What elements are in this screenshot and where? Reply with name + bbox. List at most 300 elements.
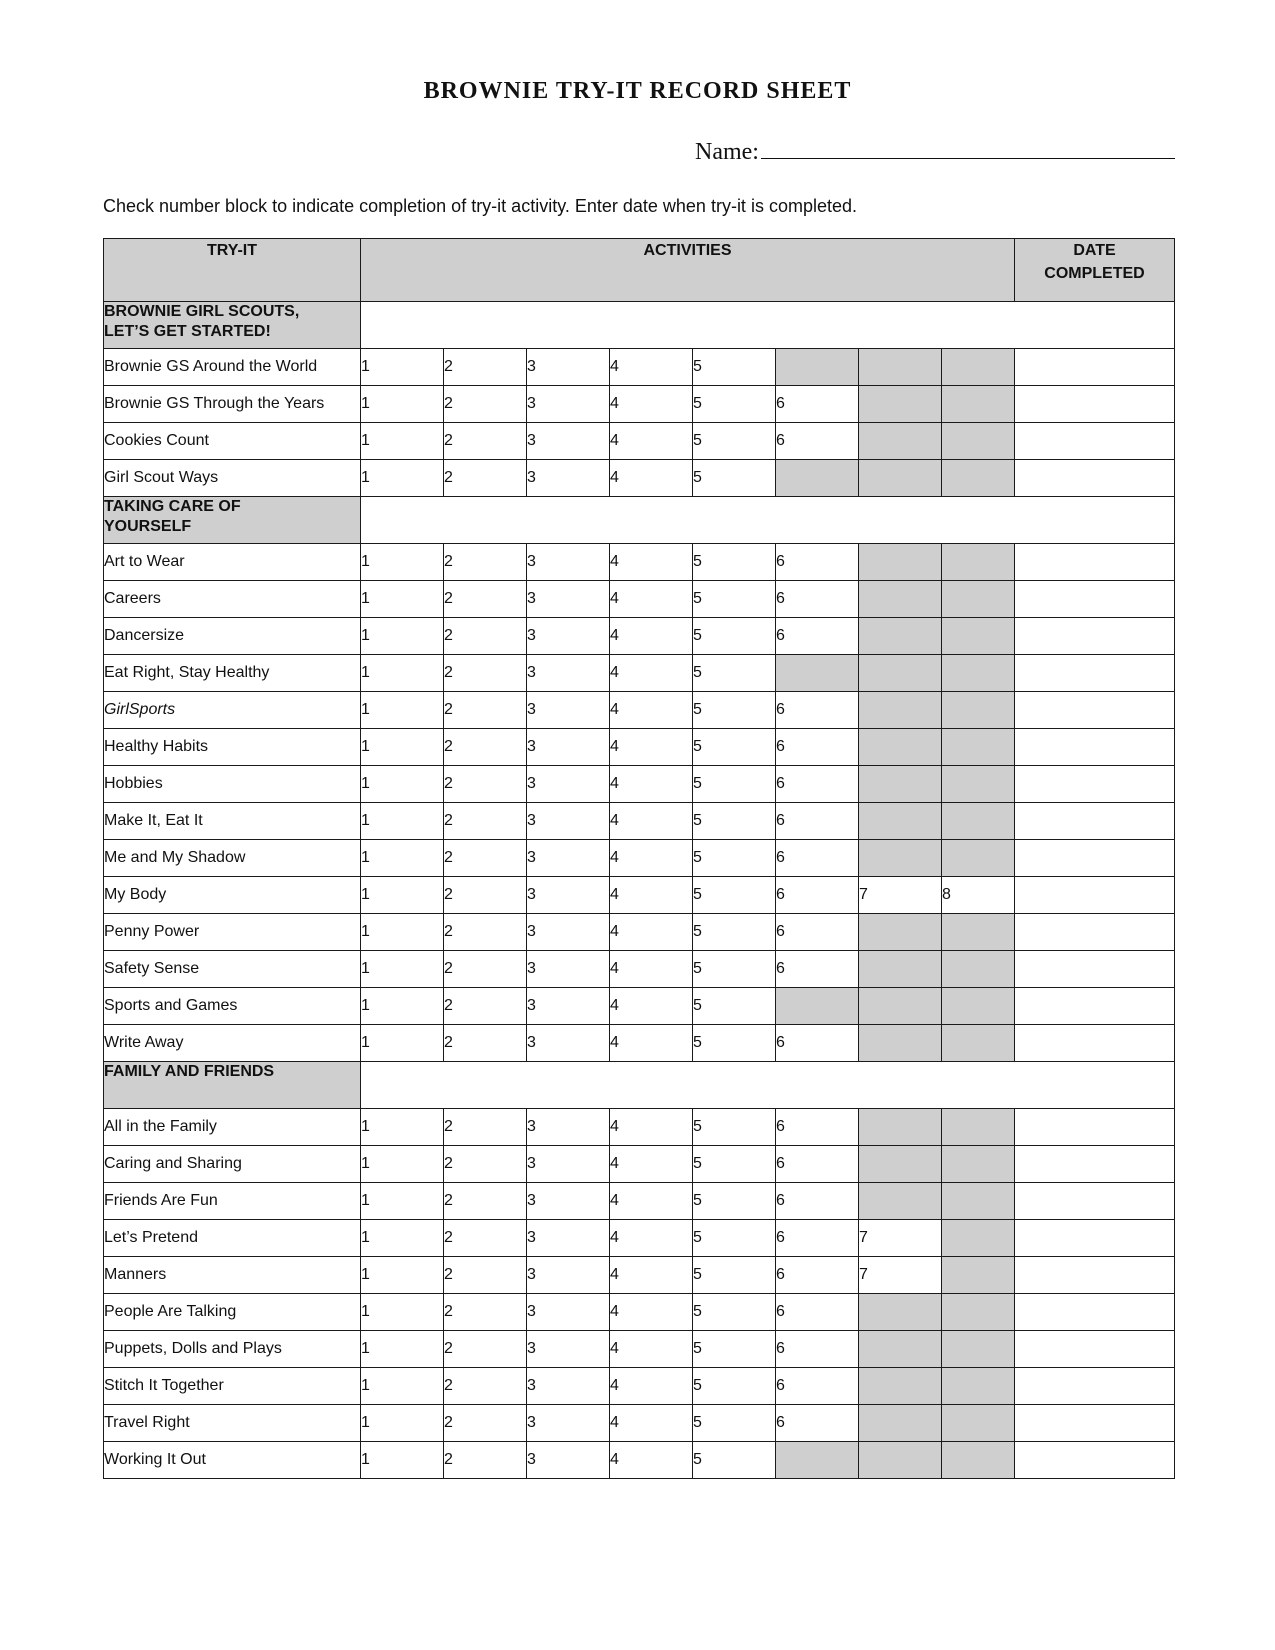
tryit-name: Friends Are Fun bbox=[104, 1183, 361, 1220]
date-header-line2: COMPLETED bbox=[1044, 265, 1145, 282]
activity-checkbox[interactable]: 4 bbox=[610, 1442, 693, 1479]
unavailable-activity-cell bbox=[859, 1368, 942, 1405]
activity-checkbox[interactable]: 4 bbox=[610, 1405, 693, 1442]
tryit-row bbox=[104, 1220, 1175, 1257]
unavailable-activity-cell bbox=[942, 1294, 1015, 1331]
date-completed-field[interactable] bbox=[1015, 544, 1175, 581]
activity-checkbox[interactable]: 1 bbox=[361, 655, 444, 692]
activity-checkbox[interactable]: 3 bbox=[527, 618, 610, 655]
activity-checkbox[interactable]: 3 bbox=[527, 988, 610, 1025]
tryit-row bbox=[104, 766, 1175, 803]
activity-checkbox[interactable]: 2 bbox=[444, 1109, 527, 1146]
date-completed-field[interactable] bbox=[1015, 1183, 1175, 1220]
activity-checkbox[interactable]: 3 bbox=[527, 1405, 610, 1442]
activity-checkbox[interactable]: 3 bbox=[527, 1442, 610, 1479]
section-title-line: YOURSELF bbox=[104, 518, 192, 535]
activity-checkbox[interactable]: 6 bbox=[776, 1183, 859, 1220]
unavailable-activity-cell bbox=[859, 1294, 942, 1331]
activity-checkbox[interactable]: 2 bbox=[444, 1257, 527, 1294]
tryit-header: TRY-IT bbox=[104, 239, 361, 302]
tryit-row bbox=[104, 1294, 1175, 1331]
tryit-name: Caring and Sharing bbox=[104, 1146, 361, 1183]
date-completed-header bbox=[1015, 239, 1175, 302]
activity-checkbox[interactable]: 2 bbox=[444, 349, 527, 386]
activity-checkbox[interactable]: 3 bbox=[527, 1109, 610, 1146]
activity-checkbox[interactable]: 2 bbox=[444, 655, 527, 692]
activity-checkbox[interactable]: 4 bbox=[610, 766, 693, 803]
activity-checkbox[interactable]: 3 bbox=[527, 581, 610, 618]
activity-checkbox[interactable]: 6 bbox=[776, 951, 859, 988]
tryit-row bbox=[104, 1442, 1175, 1479]
unavailable-activity-cell bbox=[942, 729, 1015, 766]
tryit-name: Art to Wear bbox=[104, 544, 361, 581]
section-title bbox=[104, 497, 361, 544]
activity-checkbox[interactable]: 4 bbox=[610, 349, 693, 386]
date-completed-field[interactable] bbox=[1015, 692, 1175, 729]
activity-checkbox[interactable]: 5 bbox=[693, 460, 776, 497]
section-title-line: LET’S GET STARTED! bbox=[104, 323, 271, 340]
activity-checkbox[interactable]: 1 bbox=[361, 1294, 444, 1331]
date-completed-field[interactable] bbox=[1015, 1442, 1175, 1479]
activity-checkbox[interactable]: 5 bbox=[693, 1257, 776, 1294]
date-completed-field[interactable] bbox=[1015, 1257, 1175, 1294]
activity-checkbox[interactable]: 3 bbox=[527, 349, 610, 386]
activity-checkbox[interactable]: 5 bbox=[693, 386, 776, 423]
activity-checkbox[interactable]: 4 bbox=[610, 1294, 693, 1331]
activity-checkbox[interactable]: 3 bbox=[527, 1257, 610, 1294]
activity-checkbox[interactable]: 4 bbox=[610, 655, 693, 692]
date-completed-field[interactable] bbox=[1015, 1025, 1175, 1062]
activity-checkbox[interactable]: 2 bbox=[444, 1294, 527, 1331]
activity-checkbox[interactable]: 4 bbox=[610, 581, 693, 618]
activity-checkbox[interactable]: 6 bbox=[776, 914, 859, 951]
activity-checkbox[interactable]: 4 bbox=[610, 544, 693, 581]
activity-checkbox[interactable]: 2 bbox=[444, 877, 527, 914]
activity-checkbox[interactable]: 5 bbox=[693, 766, 776, 803]
unavailable-activity-cell bbox=[859, 460, 942, 497]
activity-checkbox[interactable]: 6 bbox=[776, 423, 859, 460]
activity-checkbox[interactable]: 6 bbox=[776, 877, 859, 914]
activity-checkbox[interactable]: 4 bbox=[610, 1220, 693, 1257]
activity-checkbox[interactable]: 5 bbox=[693, 803, 776, 840]
activity-checkbox[interactable]: 1 bbox=[361, 423, 444, 460]
tryit-row bbox=[104, 1368, 1175, 1405]
activity-checkbox[interactable]: 4 bbox=[610, 729, 693, 766]
unavailable-activity-cell bbox=[859, 1405, 942, 1442]
activity-checkbox[interactable]: 2 bbox=[444, 544, 527, 581]
activity-checkbox[interactable]: 6 bbox=[776, 1368, 859, 1405]
date-completed-field[interactable] bbox=[1015, 655, 1175, 692]
activity-checkbox[interactable]: 2 bbox=[444, 1220, 527, 1257]
activity-checkbox[interactable]: 6 bbox=[776, 1220, 859, 1257]
activity-checkbox[interactable]: 1 bbox=[361, 840, 444, 877]
activity-checkbox[interactable]: 3 bbox=[527, 1183, 610, 1220]
unavailable-activity-cell bbox=[859, 618, 942, 655]
activity-checkbox[interactable]: 5 bbox=[693, 1442, 776, 1479]
tryit-row bbox=[104, 1405, 1175, 1442]
unavailable-activity-cell bbox=[942, 1368, 1015, 1405]
unavailable-activity-cell bbox=[942, 766, 1015, 803]
unavailable-activity-cell bbox=[942, 618, 1015, 655]
activity-checkbox[interactable]: 3 bbox=[527, 1294, 610, 1331]
activity-checkbox[interactable]: 5 bbox=[693, 1146, 776, 1183]
tryit-row bbox=[104, 1257, 1175, 1294]
activity-checkbox[interactable]: 1 bbox=[361, 914, 444, 951]
tryit-row bbox=[104, 1109, 1175, 1146]
activity-checkbox[interactable]: 1 bbox=[361, 1368, 444, 1405]
activity-checkbox[interactable]: 6 bbox=[776, 618, 859, 655]
activity-checkbox[interactable]: 4 bbox=[610, 951, 693, 988]
unavailable-activity-cell bbox=[942, 386, 1015, 423]
activity-checkbox[interactable]: 3 bbox=[527, 951, 610, 988]
tryit-name: Write Away bbox=[104, 1025, 361, 1062]
activity-checkbox[interactable]: 4 bbox=[610, 988, 693, 1025]
activity-checkbox[interactable]: 3 bbox=[527, 914, 610, 951]
activity-checkbox[interactable]: 2 bbox=[444, 1146, 527, 1183]
activity-checkbox[interactable]: 3 bbox=[527, 1146, 610, 1183]
date-completed-field[interactable] bbox=[1015, 1368, 1175, 1405]
activity-checkbox[interactable]: 2 bbox=[444, 951, 527, 988]
section-blank-cell bbox=[361, 1062, 1175, 1109]
activity-checkbox[interactable]: 5 bbox=[693, 951, 776, 988]
section-title-line: FAMILY AND FRIENDS bbox=[104, 1063, 275, 1080]
unavailable-activity-cell bbox=[942, 1109, 1015, 1146]
activity-checkbox[interactable]: 2 bbox=[444, 803, 527, 840]
unavailable-activity-cell bbox=[942, 581, 1015, 618]
activity-checkbox[interactable]: 6 bbox=[776, 729, 859, 766]
activity-checkbox[interactable]: 2 bbox=[444, 1183, 527, 1220]
activity-checkbox[interactable]: 5 bbox=[693, 1220, 776, 1257]
activity-checkbox[interactable]: 4 bbox=[610, 840, 693, 877]
activity-checkbox[interactable]: 1 bbox=[361, 877, 444, 914]
date-completed-field[interactable] bbox=[1015, 988, 1175, 1025]
activity-checkbox[interactable]: 4 bbox=[610, 1025, 693, 1062]
date-completed-field[interactable] bbox=[1015, 1405, 1175, 1442]
unavailable-activity-cell bbox=[942, 840, 1015, 877]
date-completed-field[interactable] bbox=[1015, 581, 1175, 618]
unavailable-activity-cell bbox=[859, 914, 942, 951]
activity-checkbox[interactable]: 4 bbox=[610, 1257, 693, 1294]
tryit-name: Brownie GS Around the World bbox=[104, 349, 361, 386]
activity-checkbox[interactable]: 1 bbox=[361, 386, 444, 423]
activity-checkbox[interactable]: 3 bbox=[527, 544, 610, 581]
section-title-line: BROWNIE GIRL SCOUTS, bbox=[104, 303, 300, 320]
section-title bbox=[104, 1062, 361, 1109]
name-underline[interactable] bbox=[761, 136, 1175, 159]
unavailable-activity-cell bbox=[859, 951, 942, 988]
activity-checkbox[interactable]: 1 bbox=[361, 729, 444, 766]
unavailable-activity-cell bbox=[942, 1025, 1015, 1062]
activity-checkbox[interactable]: 5 bbox=[693, 655, 776, 692]
unavailable-activity-cell bbox=[942, 1442, 1015, 1479]
tryit-row bbox=[104, 423, 1175, 460]
activity-checkbox[interactable]: 3 bbox=[527, 840, 610, 877]
activity-checkbox[interactable]: 1 bbox=[361, 1109, 444, 1146]
unavailable-activity-cell bbox=[859, 729, 942, 766]
activity-checkbox[interactable]: 7 bbox=[859, 1220, 942, 1257]
unavailable-activity-cell bbox=[859, 1331, 942, 1368]
activity-checkbox[interactable]: 5 bbox=[693, 423, 776, 460]
activity-checkbox[interactable]: 1 bbox=[361, 618, 444, 655]
activity-checkbox[interactable]: 6 bbox=[776, 766, 859, 803]
activity-checkbox[interactable]: 2 bbox=[444, 692, 527, 729]
tryit-row bbox=[104, 692, 1175, 729]
activity-checkbox[interactable]: 3 bbox=[527, 877, 610, 914]
date-completed-field[interactable] bbox=[1015, 951, 1175, 988]
date-completed-field[interactable] bbox=[1015, 766, 1175, 803]
date-completed-field[interactable] bbox=[1015, 1146, 1175, 1183]
activity-checkbox[interactable]: 6 bbox=[776, 1025, 859, 1062]
activity-checkbox[interactable]: 1 bbox=[361, 692, 444, 729]
record-table bbox=[103, 238, 1175, 1479]
tryit-row bbox=[104, 951, 1175, 988]
unavailable-activity-cell bbox=[942, 803, 1015, 840]
tryit-row bbox=[104, 1183, 1175, 1220]
activity-checkbox[interactable]: 3 bbox=[527, 1368, 610, 1405]
activity-checkbox[interactable]: 2 bbox=[444, 914, 527, 951]
section-blank-cell bbox=[361, 497, 1175, 544]
page-title: BROWNIE TRY-IT RECORD SHEET bbox=[423, 78, 852, 104]
activity-checkbox[interactable]: 5 bbox=[693, 1331, 776, 1368]
activity-checkbox[interactable]: 1 bbox=[361, 1146, 444, 1183]
activity-checkbox[interactable]: 6 bbox=[776, 544, 859, 581]
unavailable-activity-cell bbox=[942, 692, 1015, 729]
tryit-name: All in the Family bbox=[104, 1109, 361, 1146]
activity-checkbox[interactable]: 5 bbox=[693, 729, 776, 766]
activity-checkbox[interactable]: 4 bbox=[610, 1146, 693, 1183]
unavailable-activity-cell bbox=[859, 386, 942, 423]
activity-checkbox[interactable]: 3 bbox=[527, 729, 610, 766]
activity-checkbox[interactable]: 6 bbox=[776, 1146, 859, 1183]
activity-checkbox[interactable]: 5 bbox=[693, 1025, 776, 1062]
activity-checkbox[interactable]: 6 bbox=[776, 692, 859, 729]
activity-checkbox[interactable]: 5 bbox=[693, 914, 776, 951]
activity-checkbox[interactable]: 4 bbox=[610, 1331, 693, 1368]
activity-checkbox[interactable]: 1 bbox=[361, 1331, 444, 1368]
tryit-name: Me and My Shadow bbox=[104, 840, 361, 877]
activity-checkbox[interactable]: 5 bbox=[693, 1109, 776, 1146]
tryit-row bbox=[104, 1146, 1175, 1183]
activity-checkbox[interactable]: 2 bbox=[444, 1025, 527, 1062]
activity-checkbox[interactable]: 2 bbox=[444, 581, 527, 618]
activity-checkbox[interactable]: 1 bbox=[361, 581, 444, 618]
activity-checkbox[interactable]: 1 bbox=[361, 1183, 444, 1220]
activity-checkbox[interactable]: 2 bbox=[444, 840, 527, 877]
unavailable-activity-cell bbox=[942, 1183, 1015, 1220]
tryit-row bbox=[104, 803, 1175, 840]
activity-checkbox[interactable]: 5 bbox=[693, 840, 776, 877]
activity-checkbox[interactable]: 4 bbox=[610, 1368, 693, 1405]
activity-checkbox[interactable]: 7 bbox=[859, 877, 942, 914]
activity-checkbox[interactable]: 1 bbox=[361, 544, 444, 581]
activity-checkbox[interactable]: 4 bbox=[610, 692, 693, 729]
activity-checkbox[interactable]: 4 bbox=[610, 460, 693, 497]
date-completed-field[interactable] bbox=[1015, 349, 1175, 386]
activity-checkbox[interactable]: 7 bbox=[859, 1257, 942, 1294]
date-completed-field[interactable] bbox=[1015, 386, 1175, 423]
activity-checkbox[interactable]: 1 bbox=[361, 1025, 444, 1062]
activity-checkbox[interactable]: 6 bbox=[776, 1109, 859, 1146]
tryit-row bbox=[104, 877, 1175, 914]
activity-checkbox[interactable]: 5 bbox=[693, 618, 776, 655]
tryit-row bbox=[104, 1025, 1175, 1062]
section-title bbox=[104, 302, 361, 349]
tryit-name: Make It, Eat It bbox=[104, 803, 361, 840]
tryit-name: Cookies Count bbox=[104, 423, 361, 460]
activity-checkbox[interactable]: 3 bbox=[527, 1331, 610, 1368]
tryit-row bbox=[104, 386, 1175, 423]
tryit-name: Girl Scout Ways bbox=[104, 460, 361, 497]
unavailable-activity-cell bbox=[859, 1109, 942, 1146]
activity-checkbox[interactable]: 4 bbox=[610, 877, 693, 914]
unavailable-activity-cell bbox=[942, 951, 1015, 988]
date-completed-field[interactable] bbox=[1015, 840, 1175, 877]
activity-checkbox[interactable]: 1 bbox=[361, 988, 444, 1025]
activity-checkbox[interactable]: 6 bbox=[776, 581, 859, 618]
date-completed-field[interactable] bbox=[1015, 729, 1175, 766]
instructions: Check number block to indicate completion of try-it activity. Enter date when try-it is completed. bbox=[103, 196, 857, 216]
activity-checkbox[interactable]: 3 bbox=[527, 766, 610, 803]
section-header-row bbox=[104, 497, 1175, 544]
activity-checkbox[interactable]: 6 bbox=[776, 1294, 859, 1331]
activity-checkbox[interactable]: 2 bbox=[444, 1331, 527, 1368]
activities-header: ACTIVITIES bbox=[361, 239, 1015, 302]
activity-checkbox[interactable]: 6 bbox=[776, 840, 859, 877]
unavailable-activity-cell bbox=[776, 655, 859, 692]
tryit-row bbox=[104, 618, 1175, 655]
date-completed-field[interactable] bbox=[1015, 460, 1175, 497]
unavailable-activity-cell bbox=[859, 349, 942, 386]
activity-checkbox[interactable]: 3 bbox=[527, 1025, 610, 1062]
unavailable-activity-cell bbox=[942, 460, 1015, 497]
date-completed-field[interactable] bbox=[1015, 1220, 1175, 1257]
activity-checkbox[interactable]: 2 bbox=[444, 386, 527, 423]
activity-checkbox[interactable]: 1 bbox=[361, 1442, 444, 1479]
activity-checkbox[interactable]: 4 bbox=[610, 803, 693, 840]
unavailable-activity-cell bbox=[776, 1442, 859, 1479]
tryit-name: GirlSports bbox=[104, 692, 361, 729]
date-completed-field[interactable] bbox=[1015, 618, 1175, 655]
activity-checkbox[interactable]: 5 bbox=[693, 877, 776, 914]
activity-checkbox[interactable]: 3 bbox=[527, 655, 610, 692]
date-completed-field[interactable] bbox=[1015, 914, 1175, 951]
activity-checkbox[interactable]: 3 bbox=[527, 386, 610, 423]
unavailable-activity-cell bbox=[942, 349, 1015, 386]
tryit-row bbox=[104, 460, 1175, 497]
tryit-row bbox=[104, 349, 1175, 386]
activity-checkbox[interactable]: 3 bbox=[527, 803, 610, 840]
date-completed-field[interactable] bbox=[1015, 1331, 1175, 1368]
activity-checkbox[interactable]: 3 bbox=[527, 1220, 610, 1257]
section-blank-cell bbox=[361, 302, 1175, 349]
unavailable-activity-cell bbox=[859, 1442, 942, 1479]
date-completed-field[interactable] bbox=[1015, 423, 1175, 460]
date-completed-field[interactable] bbox=[1015, 877, 1175, 914]
unavailable-activity-cell bbox=[859, 655, 942, 692]
activity-checkbox[interactable]: 2 bbox=[444, 988, 527, 1025]
activity-checkbox[interactable]: 1 bbox=[361, 803, 444, 840]
unavailable-activity-cell bbox=[942, 1220, 1015, 1257]
activity-checkbox[interactable]: 2 bbox=[444, 1405, 527, 1442]
tryit-name: People Are Talking bbox=[104, 1294, 361, 1331]
unavailable-activity-cell bbox=[859, 988, 942, 1025]
tryit-row bbox=[104, 1331, 1175, 1368]
activity-checkbox[interactable]: 4 bbox=[610, 1109, 693, 1146]
activity-checkbox[interactable]: 1 bbox=[361, 1405, 444, 1442]
activity-checkbox[interactable]: 1 bbox=[361, 349, 444, 386]
tryit-name: Eat Right, Stay Healthy bbox=[104, 655, 361, 692]
name-field[interactable] bbox=[695, 136, 1175, 166]
unavailable-activity-cell bbox=[942, 655, 1015, 692]
activity-checkbox[interactable]: 4 bbox=[610, 914, 693, 951]
activity-checkbox[interactable]: 5 bbox=[693, 544, 776, 581]
name-label: Name: bbox=[695, 139, 759, 165]
activity-checkbox[interactable]: 1 bbox=[361, 1257, 444, 1294]
date-completed-field[interactable] bbox=[1015, 1109, 1175, 1146]
unavailable-activity-cell bbox=[776, 988, 859, 1025]
unavailable-activity-cell bbox=[942, 1405, 1015, 1442]
activity-checkbox[interactable]: 6 bbox=[776, 1331, 859, 1368]
activity-checkbox[interactable]: 1 bbox=[361, 1220, 444, 1257]
tryit-name: Working It Out bbox=[104, 1442, 361, 1479]
unavailable-activity-cell bbox=[942, 1331, 1015, 1368]
section-title-line: TAKING CARE OF bbox=[104, 498, 241, 515]
unavailable-activity-cell bbox=[942, 914, 1015, 951]
activity-checkbox[interactable]: 2 bbox=[444, 423, 527, 460]
activity-checkbox[interactable]: 2 bbox=[444, 1442, 527, 1479]
activity-checkbox[interactable]: 5 bbox=[693, 1294, 776, 1331]
activity-checkbox[interactable]: 1 bbox=[361, 766, 444, 803]
activity-checkbox[interactable]: 2 bbox=[444, 766, 527, 803]
activity-checkbox[interactable]: 5 bbox=[693, 1368, 776, 1405]
date-header-line1: DATE bbox=[1073, 242, 1116, 259]
activity-checkbox[interactable]: 2 bbox=[444, 618, 527, 655]
tryit-row bbox=[104, 544, 1175, 581]
tryit-name: Travel Right bbox=[104, 1405, 361, 1442]
unavailable-activity-cell bbox=[942, 1257, 1015, 1294]
date-completed-field[interactable] bbox=[1015, 1294, 1175, 1331]
activity-checkbox[interactable]: 4 bbox=[610, 423, 693, 460]
activity-checkbox[interactable]: 3 bbox=[527, 460, 610, 497]
activity-checkbox[interactable]: 6 bbox=[776, 386, 859, 423]
activity-checkbox[interactable]: 5 bbox=[693, 349, 776, 386]
activity-checkbox[interactable]: 2 bbox=[444, 729, 527, 766]
activity-checkbox[interactable]: 5 bbox=[693, 581, 776, 618]
activity-checkbox[interactable]: 6 bbox=[776, 1257, 859, 1294]
activity-checkbox[interactable]: 6 bbox=[776, 803, 859, 840]
activity-checkbox[interactable]: 2 bbox=[444, 1368, 527, 1405]
activity-checkbox[interactable]: 5 bbox=[693, 692, 776, 729]
activity-checkbox[interactable]: 3 bbox=[527, 423, 610, 460]
activity-checkbox[interactable]: 1 bbox=[361, 460, 444, 497]
unavailable-activity-cell bbox=[859, 423, 942, 460]
activity-checkbox[interactable]: 4 bbox=[610, 618, 693, 655]
activity-checkbox[interactable]: 4 bbox=[610, 1183, 693, 1220]
activity-checkbox[interactable]: 1 bbox=[361, 951, 444, 988]
activity-checkbox[interactable]: 5 bbox=[693, 988, 776, 1025]
activity-checkbox[interactable]: 5 bbox=[693, 1405, 776, 1442]
activity-checkbox[interactable]: 8 bbox=[942, 877, 1015, 914]
date-completed-field[interactable] bbox=[1015, 803, 1175, 840]
unavailable-activity-cell bbox=[942, 423, 1015, 460]
activity-checkbox[interactable]: 5 bbox=[693, 1183, 776, 1220]
activity-checkbox[interactable]: 2 bbox=[444, 460, 527, 497]
unavailable-activity-cell bbox=[859, 1146, 942, 1183]
activity-checkbox[interactable]: 4 bbox=[610, 386, 693, 423]
activity-checkbox[interactable]: 6 bbox=[776, 1405, 859, 1442]
tryit-name: Brownie GS Through the Years bbox=[104, 386, 361, 423]
activity-checkbox[interactable]: 3 bbox=[527, 692, 610, 729]
